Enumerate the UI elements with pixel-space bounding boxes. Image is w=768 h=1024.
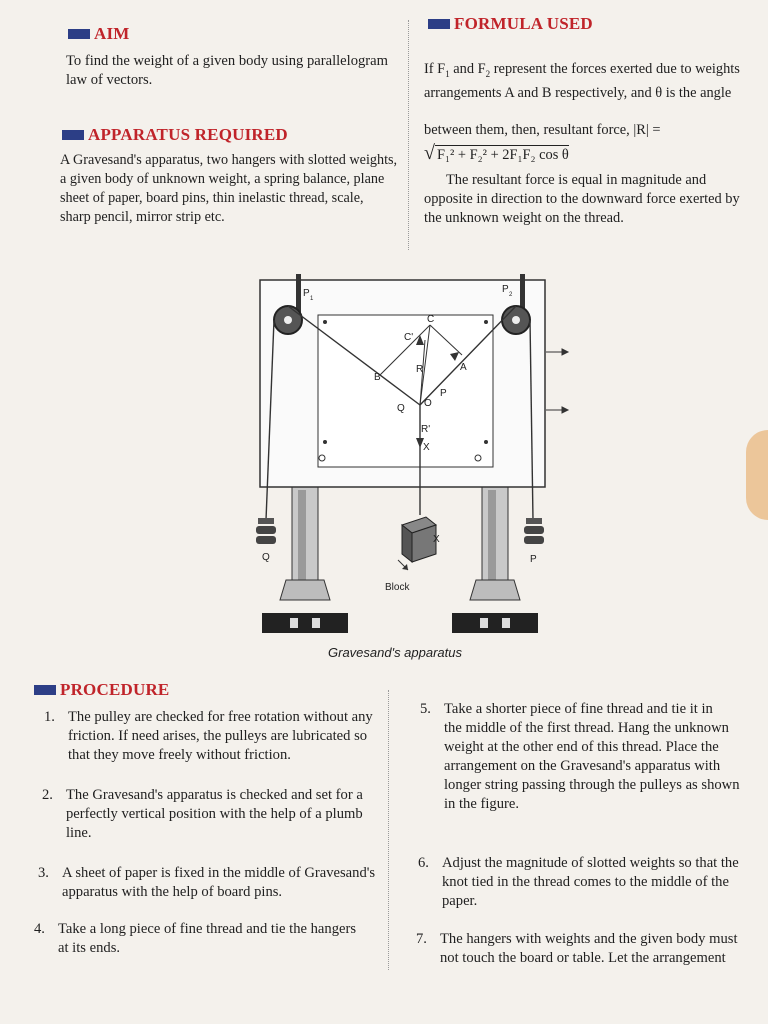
procedure-step-3: 3. A sheet of paper is fixed in the middle of Gravesand's apparatus with the help of board pins. (38, 865, 376, 900)
label-x: X (423, 442, 430, 453)
svg-text:2: 2 (509, 292, 513, 298)
procedure-step-1: 1. The pulley are checked for free rotation without any friction. If need arises, the pulleys are lubricated so that they move freely without friction. (44, 709, 373, 763)
label-q-weight: Q (262, 552, 270, 563)
label-c-prime: C' (404, 332, 414, 343)
label-q-vector: Q (397, 403, 405, 414)
label-p-vector: P (440, 388, 447, 399)
heading-marker-icon (62, 130, 84, 140)
finger-shadow (746, 430, 768, 520)
formula-line-1: If $F_1$ and $F_2$ represent the forces exerted due to weights (424, 61, 740, 79)
label-o: O (424, 398, 432, 409)
heading-marker-icon (68, 29, 90, 39)
formula-text: If $F_1$ and $F_2$ represent the forces exerted due to weights arrangements A and B respectively, and θ is the angle between them, then, resultant force, |R| = √ F₁² + F₂² + 2F₁F₂ cos θ The resultant force is equal in magnitude and opposite in direction to the downward force exerted by the unknown weight on the thread. (424, 60, 759, 228)
svg-text:1: 1 (310, 296, 314, 302)
column-divider (408, 20, 409, 250)
procedure-step-5: 5. Take a shorter piece of fine thread and tie it in the middle of the first thread. Hang the unknown weight at the other end of this thread. Place the arrangement on the Gravesand's apparatus with longer string passing through the pulleys as shown in the figure. (420, 701, 740, 812)
left-stand (262, 485, 348, 633)
label-c: C (427, 314, 435, 325)
apparatus-heading: APPARATUS REQUIRED (62, 125, 288, 145)
label-a: A (460, 362, 467, 373)
gravesand-apparatus-diagram (250, 270, 580, 642)
procedure-heading: PROCEDURE (34, 680, 169, 700)
left-hanger-weights (256, 518, 276, 544)
procedure-step-6: 6. Adjust the magnitude of slotted weights so that the knot tied in the thread comes to the middle of the paper. (418, 855, 739, 909)
pulley-p1-icon (274, 306, 302, 334)
figure-caption: Gravesand's apparatus (328, 645, 463, 660)
block-icon (402, 517, 436, 562)
formula-equation: √ F₁² + F₂² + 2F₁F₂ cos θ (424, 141, 569, 164)
label-r: R (416, 364, 424, 375)
label-p2: P (502, 284, 509, 295)
formula-heading: FORMULA USED (428, 14, 593, 34)
apparatus-text: A Gravesand's apparatus, two hangers with slotted weights, a given body of unknown weight, a spring balance, plane sheet of paper, board pins, thin inelastic thread, scale, sharp pencil, mirror strip etc. (60, 152, 398, 225)
label-x-block: X (433, 534, 440, 545)
procedure-step-2: 2. The Gravesand's apparatus is checked and set for a perfectly vertical position with the help of a plumb line. (42, 787, 363, 841)
label-b: B (374, 372, 381, 383)
heading-marker-icon (34, 685, 56, 695)
aim-heading: AIM (68, 24, 130, 44)
heading-marker-icon (428, 19, 450, 29)
label-p1: P (303, 288, 310, 299)
label-block: Block (385, 582, 410, 593)
aim-text: To find the weight of a given body using parallelogram law of vectors. (66, 53, 388, 88)
column-divider (388, 690, 389, 970)
right-hanger-weights (524, 518, 544, 544)
label-r-prime: R' (421, 424, 431, 435)
pulley-p2-icon (502, 306, 530, 334)
right-stand (452, 485, 538, 633)
label-p-weight: P (530, 554, 537, 565)
procedure-step-4: 4. Take a long piece of fine thread and tie the hangers at its ends. (34, 921, 357, 956)
procedure-step-7: 7. The hangers with weights and the given body must not touch the board or table. Let the arrangement (416, 931, 738, 966)
